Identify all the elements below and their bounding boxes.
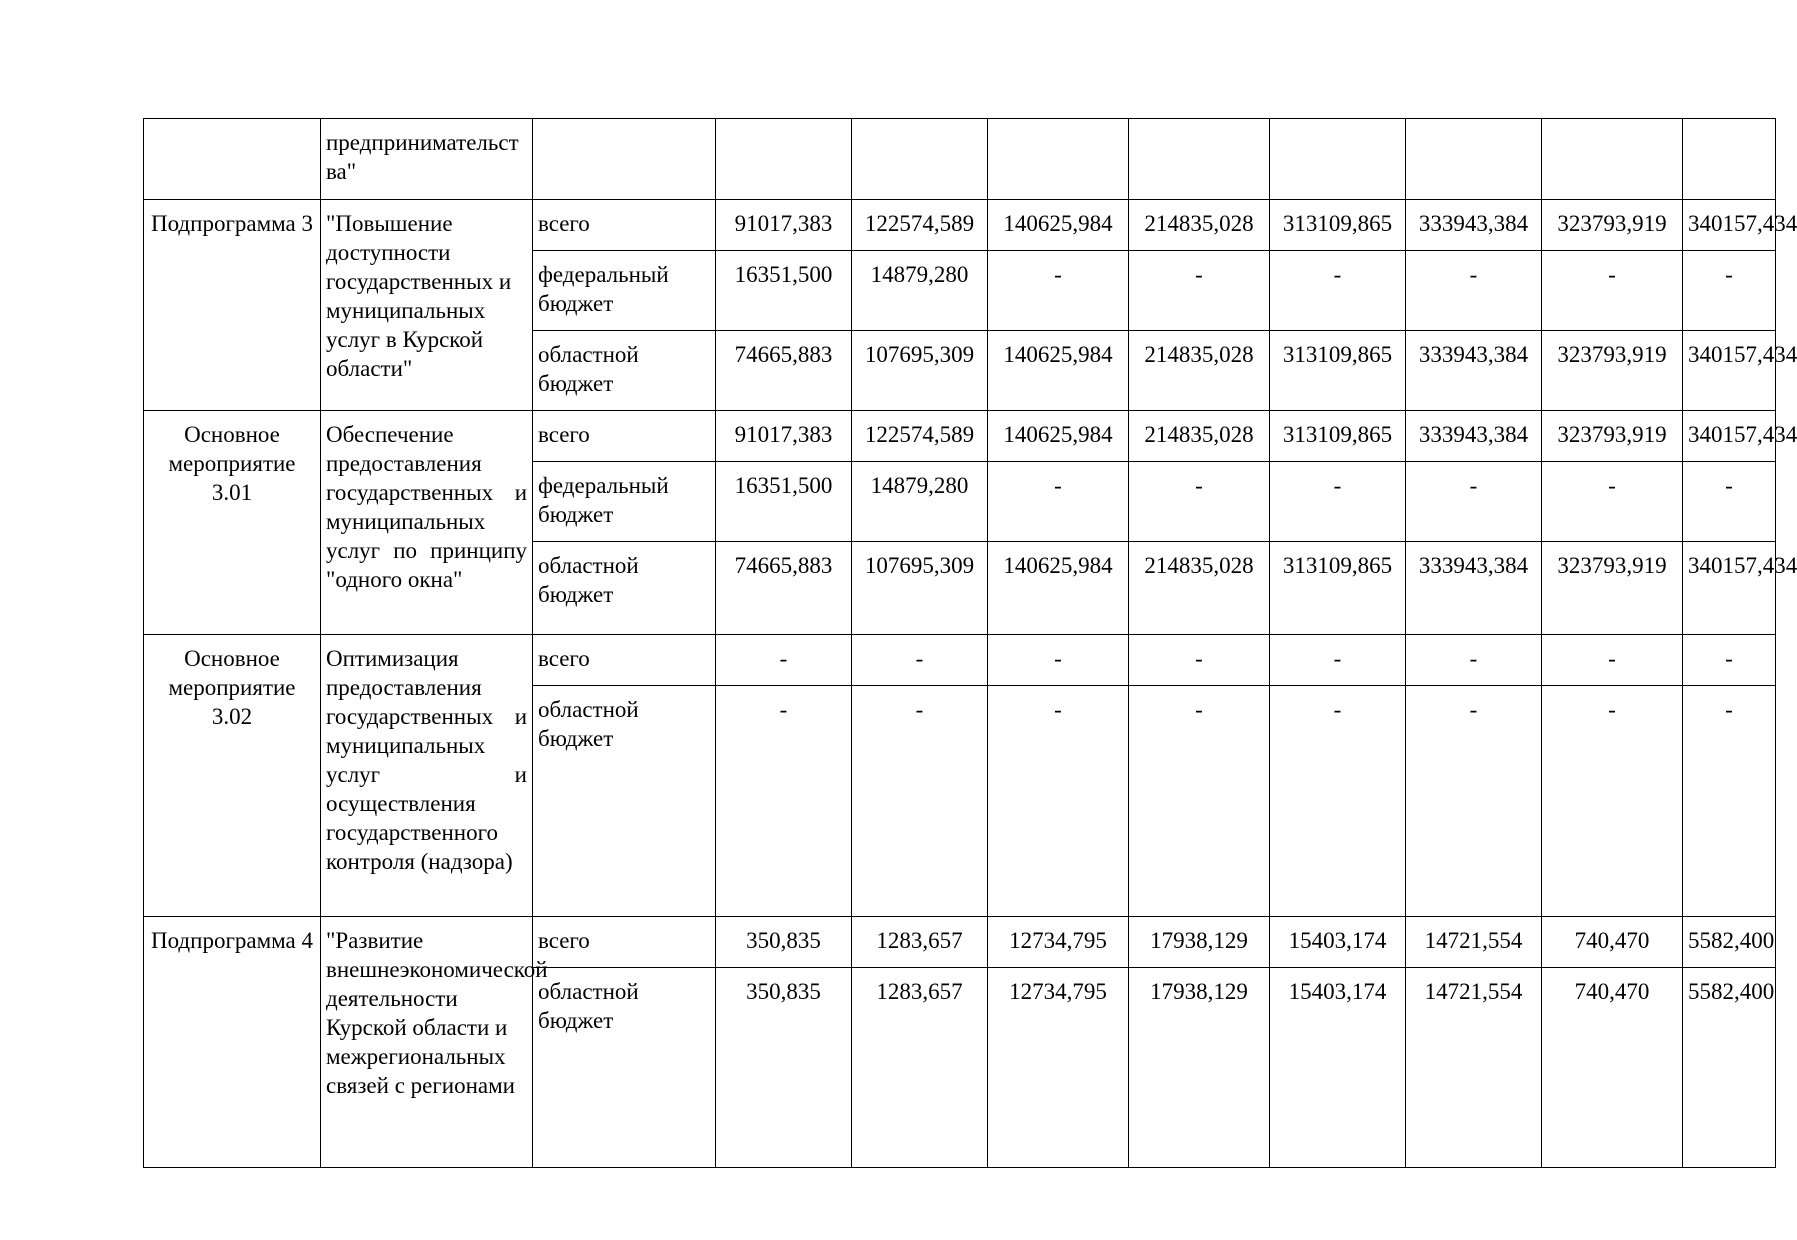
value-cell: - (1683, 251, 1776, 331)
value-cell: 350,835 (716, 968, 852, 1168)
value-cell: - (988, 462, 1129, 542)
value-cell: 14721,554 (1406, 917, 1542, 968)
value-cell: - (1406, 462, 1542, 542)
program-code-cell: Подпрограмма 3 (144, 200, 321, 411)
value-cell: 340157,434 (1683, 331, 1776, 411)
value-cell: 14879,280 (852, 462, 988, 542)
value-cell: 313109,865 (1270, 542, 1406, 635)
value-cell: 333943,384 (1406, 200, 1542, 251)
program-name-cell (321, 119, 533, 200)
value-cell: - (1270, 686, 1406, 917)
funding-source-cell: федеральный бюджет (533, 462, 716, 542)
value-cell (1270, 119, 1406, 200)
value-cell: 74665,883 (716, 331, 852, 411)
program-code-cell: Основное мероприятие 3.01 (144, 411, 321, 635)
program-name-text: предпринимательства" (326, 130, 519, 184)
value-cell: 140625,984 (988, 331, 1129, 411)
value-cell: - (1129, 462, 1270, 542)
value-cell: 74665,883 (716, 542, 852, 635)
value-cell: - (852, 686, 988, 917)
value-cell: - (852, 635, 988, 686)
program-name-cell: Оптимизация предоставления государственных и муниципальных услуг и осуществления государственного контроля (надзора) (321, 635, 533, 917)
value-cell: 17938,129 (1129, 968, 1270, 1168)
value-cell: 16351,500 (716, 462, 852, 542)
funding-source-cell: областной бюджет (533, 542, 716, 635)
value-cell: 740,470 (1542, 917, 1683, 968)
value-cell: - (1406, 686, 1542, 917)
value-cell: 17938,129 (1129, 917, 1270, 968)
value-cell (1129, 119, 1270, 200)
table-row (144, 917, 1776, 968)
funding-source-cell: областной бюджет (533, 331, 716, 411)
value-cell: - (1270, 635, 1406, 686)
value-cell: - (988, 635, 1129, 686)
value-cell: 140625,984 (988, 542, 1129, 635)
program-name-cell: "Развитие внешнеэкономической деятельности Курской области и межрегиональных связей с регионами (321, 917, 533, 1168)
value-cell: 15403,174 (1270, 968, 1406, 1168)
value-cell: - (716, 686, 852, 917)
value-cell: 740,470 (1542, 968, 1683, 1168)
value-cell: 91017,383 (716, 200, 852, 251)
value-cell: - (1683, 462, 1776, 542)
value-cell: 1283,657 (852, 917, 988, 968)
funding-source-cell: областной бюджет (533, 686, 716, 917)
value-cell: 323793,919 (1542, 331, 1683, 411)
table-row (144, 200, 1776, 251)
value-cell: - (1406, 635, 1542, 686)
program-code-cell: Подпрограмма 4 (144, 917, 321, 1168)
value-cell: 214835,028 (1129, 542, 1270, 635)
value-cell: - (1270, 251, 1406, 331)
value-cell: - (1542, 686, 1683, 917)
value-cell: - (1129, 251, 1270, 331)
value-cell: 1283,657 (852, 968, 988, 1168)
value-cell: 214835,028 (1129, 411, 1270, 462)
value-cell: 16351,500 (716, 251, 852, 331)
program-name-cell: Обеспечение предоставления государственных и муниципальных услуг по принципу "одного окна" (321, 411, 533, 635)
value-cell: 214835,028 (1129, 331, 1270, 411)
value-cell (1683, 119, 1776, 200)
value-cell: 12734,795 (988, 917, 1129, 968)
value-cell: 313109,865 (1270, 331, 1406, 411)
table-row (144, 635, 1776, 686)
funding-source-cell: федеральный бюджет (533, 251, 716, 331)
value-cell (988, 119, 1129, 200)
value-cell: - (716, 635, 852, 686)
value-cell: 107695,309 (852, 542, 988, 635)
value-cell: 323793,919 (1542, 542, 1683, 635)
value-cell: - (1542, 462, 1683, 542)
value-cell: - (988, 686, 1129, 917)
value-cell: 122574,589 (852, 411, 988, 462)
value-cell: - (1406, 251, 1542, 331)
funding-source-cell: всего (533, 411, 716, 462)
funding-source-cell: всего (533, 917, 716, 968)
value-cell: 340157,434 (1683, 411, 1776, 462)
value-cell: 313109,865 (1270, 411, 1406, 462)
program-name-cell: "Повышение доступности государственных и муниципальных услуг в Курской области" (321, 200, 533, 411)
value-cell (852, 119, 988, 200)
value-cell: 350,835 (716, 917, 852, 968)
value-cell: 140625,984 (988, 200, 1129, 251)
value-cell: 214835,028 (1129, 200, 1270, 251)
funding-source-cell: областной бюджет (533, 968, 716, 1168)
value-cell: 122574,589 (852, 200, 988, 251)
table-row (144, 411, 1776, 462)
value-cell: 340157,434 (1683, 542, 1776, 635)
value-cell: - (1683, 686, 1776, 917)
value-cell: 14879,280 (852, 251, 988, 331)
funding-source-cell (533, 119, 716, 200)
value-cell (716, 119, 852, 200)
table-row (144, 119, 1776, 200)
value-cell: 5582,400 (1683, 968, 1776, 1168)
value-cell: 340157,434 (1683, 200, 1776, 251)
value-cell: 91017,383 (716, 411, 852, 462)
value-cell: 323793,919 (1542, 200, 1683, 251)
value-cell: - (1542, 251, 1683, 331)
value-cell: - (1683, 635, 1776, 686)
value-cell: 323793,919 (1542, 411, 1683, 462)
value-cell: 140625,984 (988, 411, 1129, 462)
value-cell: - (1129, 635, 1270, 686)
value-cell: 14721,554 (1406, 968, 1542, 1168)
value-cell: 12734,795 (988, 968, 1129, 1168)
funding-source-cell: всего (533, 200, 716, 251)
value-cell: 107695,309 (852, 331, 988, 411)
value-cell (1542, 119, 1683, 200)
value-cell: 333943,384 (1406, 542, 1542, 635)
value-cell: - (1129, 686, 1270, 917)
budget-table (143, 118, 1797, 1168)
value-cell (1406, 119, 1542, 200)
value-cell: - (988, 251, 1129, 331)
program-code-cell: Основное мероприятие 3.02 (144, 635, 321, 917)
value-cell: 333943,384 (1406, 331, 1542, 411)
value-cell: 313109,865 (1270, 200, 1406, 251)
funding-source-cell: всего (533, 635, 716, 686)
value-cell: - (1270, 462, 1406, 542)
value-cell: 5582,400 (1683, 917, 1776, 968)
value-cell: - (1542, 635, 1683, 686)
value-cell: 15403,174 (1270, 917, 1406, 968)
value-cell: 333943,384 (1406, 411, 1542, 462)
program-code-cell (144, 119, 321, 200)
